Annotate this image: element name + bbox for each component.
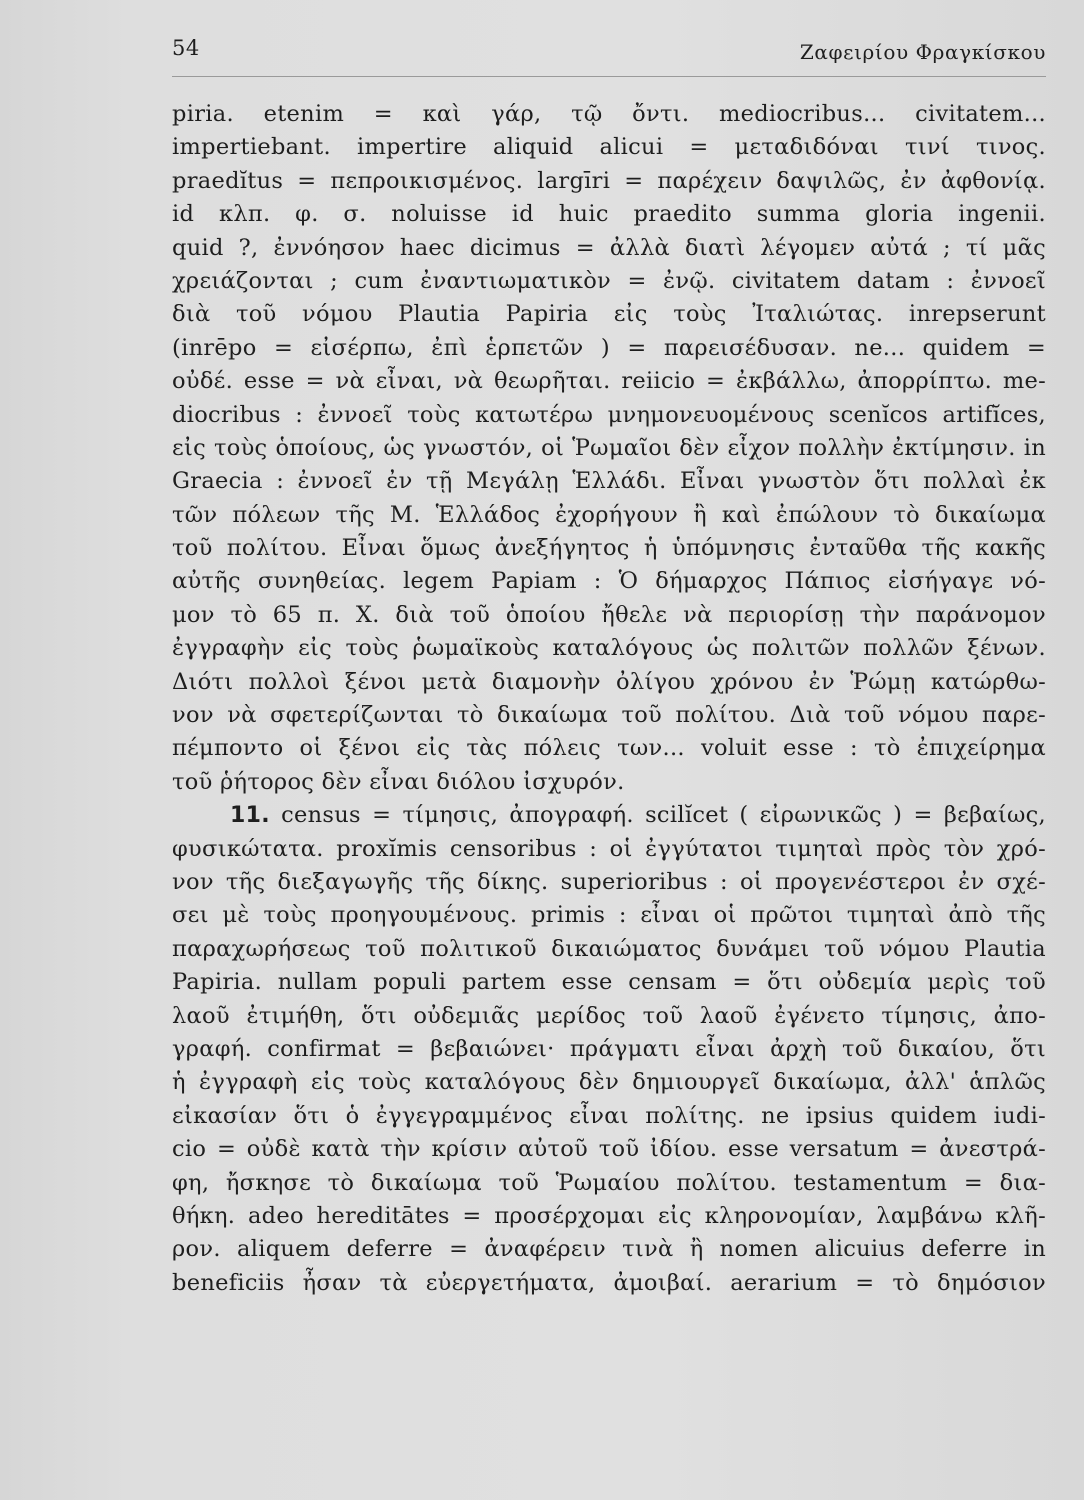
text-line: impertiebant. impertire aliquid alicui = μεταδιδόναι τινί τινος. <box>172 134 1046 161</box>
text-line: νον τῆς διεξαγωγῆς τῆς δίκης. superioribus : οἱ προγενέστεροι ἐν σχέ- <box>172 868 1046 895</box>
text-line: θήκη. adeo hereditātes = προσέρχομαι εἰς κληρονομίαν, λαμβάνω κλῆ- <box>172 1202 1046 1229</box>
text-line: piria. etenim = καὶ γάρ, τῷ ὄντι. mediocribus... civitatem... <box>172 101 1046 127</box>
text-line: φυσικώτατα. proxĭmis censoribus : οἱ ἐγγύτατοι τιμηταὶ πρὸς τὸν χρό- <box>172 835 1046 862</box>
text-line: παραχωρήσεως τοῦ πολιτικοῦ δικαιώματος δυνάμει τοῦ νόμου Plautia <box>172 935 1046 962</box>
text-line: Graecia : ἐννοεῖ ἐν τῇ Μεγάλῃ Ἑλλάδι. Εἶναι γνωστὸν ὅτι πολλαὶ ἐκ <box>172 468 1046 495</box>
text-line: εἰκασίαν ὅτι ὁ ἐγγεγραμμένος εἶναι πολίτης. ne ipsius quidem iudi- <box>172 1102 1046 1129</box>
text-line: διὰ τοῦ νόμου Plautia Papiria εἰς τοὺς Ἰταλιώτας. inrepserunt <box>172 301 1046 328</box>
text-line: quid ?, ἐννόησον haec dicimus = ἀλλὰ διατὶ λέγομεν αὐτά ; τί μᾶς <box>172 234 1046 261</box>
text-line: Papiria. nullam populi partem esse censam = ὅτι οὐδεμία μερὶς τοῦ <box>172 969 1046 996</box>
text-line: cio = οὐδὲ κατὰ τὴν κρίσιν αὐτοῦ τοῦ ἰδίου. esse versatum = ἀνεστρά- <box>172 1136 1046 1163</box>
commentary-text <box>172 98 1046 1300</box>
page-header <box>172 36 1046 77</box>
section-first-line: census = τίμησις, ἀπογραφή. scilĭcet ( εἰρωνικῶς ) = βεβαίως, <box>281 802 1047 829</box>
text-line: πέμποντο οἱ ξένοι εἰς τὰς πόλεις των... voluit esse : τὸ ἐπιχείρημα <box>172 735 1046 762</box>
page-number: 54 <box>172 36 200 60</box>
text-line: γραφή. confirmat = βεβαιώνει· πράγματι εἶναι ἀρχὴ τοῦ δικαίου, ὅτι <box>172 1035 1046 1062</box>
text-line: μον τὸ 65 π. Χ. διὰ τοῦ ὁποίου ἤθελε νὰ περιορίσῃ τὴν παράνομον <box>172 601 1046 628</box>
text-line: (inrēpo = εἰσέρπω, ἐπὶ ἑρπετῶν ) = παρεισέδυσαν. ne... quidem = <box>172 334 1046 361</box>
paragraph-1 <box>172 98 1046 799</box>
text-line: τοῦ πολίτου. Εἶναι ὅμως ἀνεξήγητος ἡ ὑπόμνησις ἐνταῦθα τῆς κακῆς <box>172 535 1046 562</box>
text-line: beneficiis ἦσαν τὰ εὐεργετήματα, ἀμοιβαί. aerarium = τὸ δημόσιον <box>172 1269 1046 1296</box>
text-line: ἐγγραφὴν εἰς τοὺς ῥωμαϊκοὺς καταλόγους ὡς πολιτῶν πολλῶν ξένων. <box>172 635 1046 662</box>
text-line: diocribus : ἐννοεῖ τοὺς κατωτέρω μνημονευομένους scenĭcos artifĭces, <box>172 401 1046 428</box>
text-line: εἰς τοὺς ὁποίους, ὡς γνωστόν, οἱ Ῥωμαῖοι δὲν εἶχον πολλὴν ἐκτίμησιν. in <box>172 434 1046 461</box>
section-number: 11. <box>230 803 270 829</box>
text-line: αὐτῆς συνηθείας. legem Papiam : Ὁ δήμαρχος Πάπιος εἰσήγαγε νό- <box>172 568 1046 595</box>
text-line: τῶν πόλεων τῆς Μ. Ἑλλάδος ἐχορήγουν ἢ καὶ ἐπώλουν τὸ δικαίωμα <box>172 501 1046 528</box>
text-line: φη, ἤσκησε τὸ δικαίωμα τοῦ Ῥωμαίου πολίτου. testamentum = δια- <box>172 1169 1046 1196</box>
text-line: σει μὲ τοὺς προηγουμένους. primis : εἶναι οἱ πρῶτοι τιμηταὶ ἀπὸ τῆς <box>172 902 1046 929</box>
text-line: ρον. aliquem deferre = ἀναφέρειν τινὰ ἢ nomen alicuius deferre in <box>172 1236 1046 1263</box>
text-line: Διότι πολλοὶ ξένοι μετὰ διαμονὴν ὀλίγου χρόνου ἐν Ῥώμῃ κατώρθω- <box>172 668 1046 695</box>
text-line: χρειάζονται ; cum ἐναντιωματικὸν = ἐνῷ. civitatem datam : ἐννοεῖ <box>172 267 1046 294</box>
text-line: οὐδέ. esse = νὰ εἶναι, νὰ θεωρῆται. reiicio = ἐκβάλλω, ἀπορρίπτω. me- <box>172 368 1046 395</box>
text-line: νον νὰ σφετερίζωνται τὸ δικαίωμα τοῦ πολίτου. Διὰ τοῦ νόμου παρε- <box>172 702 1046 729</box>
text-line: λαοῦ ἐτιμήθη, ὅτι οὐδεμιᾶς μερίδος τοῦ λαοῦ ἐγένετο τίμησις, ἀπο- <box>172 1002 1046 1029</box>
text-line: ἡ ἐγγραφὴ εἰς τοὺς καταλόγους δὲν δημιουργεῖ δικαίωμα, ἀλλ' ἁπλῶς <box>172 1069 1046 1096</box>
text-line: praedĭtus = πεπροικισμένος. largīri = παρέχειν δαψιλῶς, ἐν ἀφθονίᾳ. <box>172 167 1046 194</box>
text-line: τοῦ ῥήτορος δὲν εἶναι διόλου ἰσχυρόν. <box>172 768 625 795</box>
text-line: id κλπ. φ. σ. noluisse id huic praedito summa gloria ingenii. <box>172 201 1046 228</box>
text-line <box>172 799 1046 832</box>
paragraph-2 <box>172 799 1046 1300</box>
running-head: Ζαφειρίου Φραγκίσκου <box>799 40 1046 64</box>
